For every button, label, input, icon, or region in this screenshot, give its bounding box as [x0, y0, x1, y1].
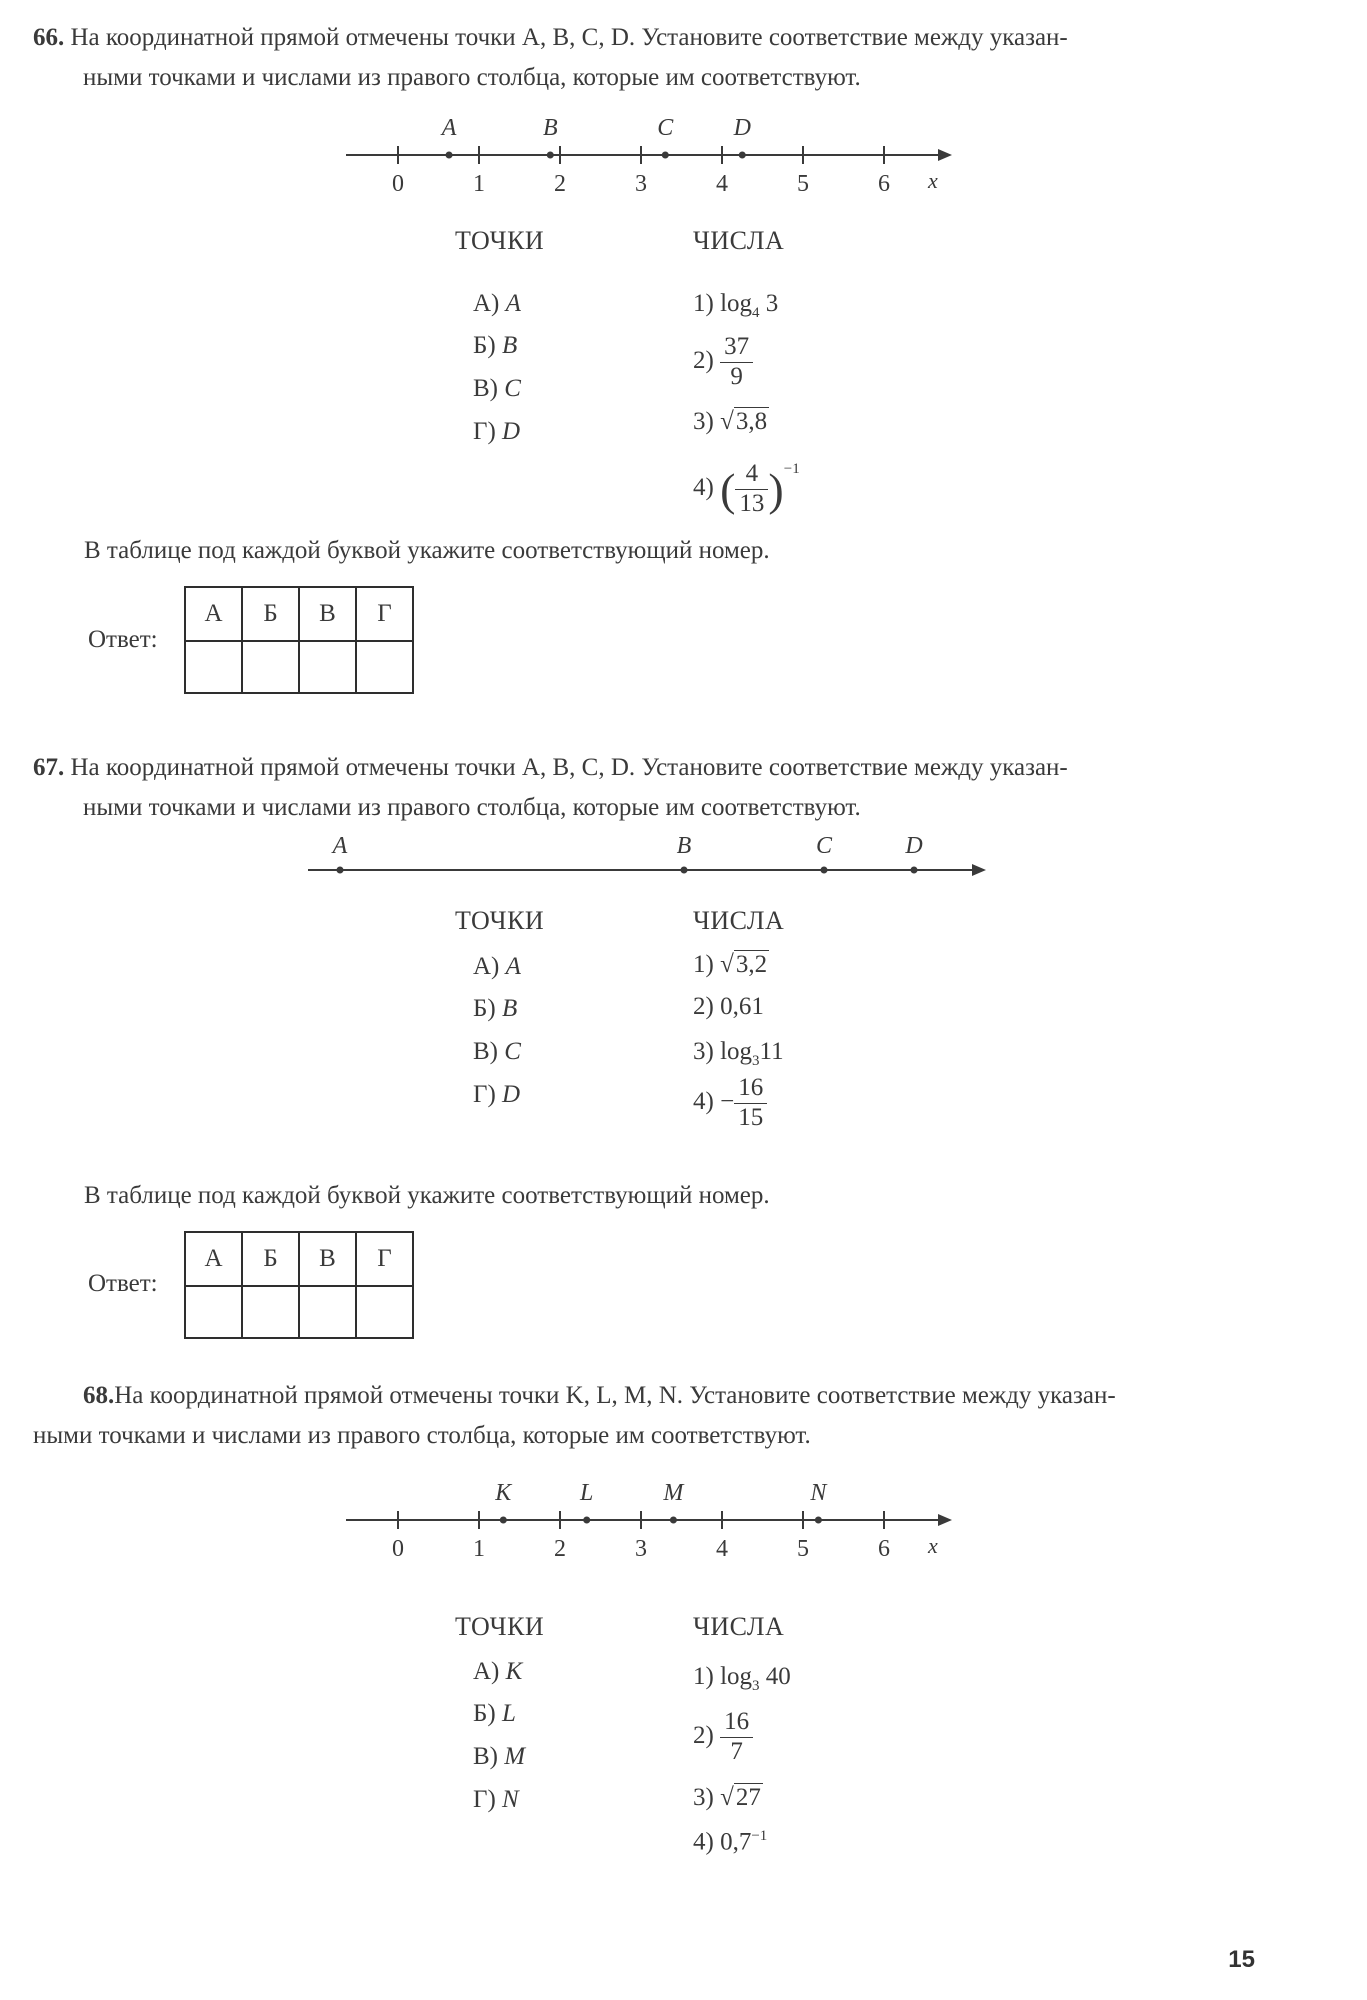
point-label: B: [676, 833, 692, 859]
point-label: B: [542, 115, 558, 141]
answer-header-g: Г: [356, 587, 413, 641]
tick-label: 2: [554, 171, 566, 197]
page-number: 15: [1228, 1946, 1255, 1973]
point-label: N: [810, 1480, 827, 1506]
number-option-3: 3) √3,8: [693, 408, 768, 435]
points-header: ТОЧКИ: [455, 1612, 545, 1641]
point-option-g: Г) D: [473, 1081, 521, 1108]
number-option-1: 1) √3,2: [693, 951, 768, 978]
tick-label: 0: [392, 171, 404, 197]
point-marker: [547, 152, 554, 159]
point-marker: [681, 867, 688, 874]
points-header: ТОЧКИ: [455, 226, 545, 255]
point-label: A: [441, 115, 457, 141]
answer-cell-b[interactable]: [242, 1286, 299, 1338]
answer-cell-a[interactable]: [185, 1286, 242, 1338]
tick-label: 3: [635, 1536, 647, 1562]
point-marker: [662, 152, 669, 159]
answer-header-g: Г: [356, 1232, 413, 1286]
answer-cell-g[interactable]: [356, 1286, 413, 1338]
number-line-67: [300, 830, 1000, 890]
answer-table-66: [184, 586, 414, 694]
answer-header-v: В: [299, 1232, 356, 1286]
point-option-g: Г) N: [473, 1786, 519, 1813]
answer-label: Ответ:: [88, 626, 158, 653]
answer-header-b: Б: [242, 587, 299, 641]
number-option-4: 4) $0,7^{-1}$: [693, 1828, 768, 1856]
answer-header-a: А: [185, 587, 242, 641]
axis-variable: x: [928, 1533, 938, 1558]
answer-table-67: [184, 1231, 414, 1339]
numbers-header: ЧИСЛА: [693, 226, 785, 255]
point-marker: [583, 1517, 590, 1524]
answer-header-v: В: [299, 587, 356, 641]
axis-variable: x: [928, 168, 938, 193]
task-number: 66.: [33, 24, 65, 51]
number-option-4: 4) ( $\frac{4}{13}$ )$^{-1}$: [693, 460, 800, 517]
task-text-line-2: ными точками и числами из правого столбца, которые им соответствуют.: [83, 64, 861, 91]
number-option-2: 2) 0,61: [693, 993, 764, 1020]
answer-cell-v[interactable]: [299, 641, 356, 693]
instruction-text: В таблице под каждой буквой укажите соответствующий номер.: [84, 537, 770, 564]
point-option-a: А) A: [473, 290, 521, 317]
point-marker: [911, 867, 918, 874]
axis-arrow: [972, 864, 986, 876]
axis-arrow: [938, 1514, 952, 1526]
answer-cell-g[interactable]: [356, 641, 413, 693]
points-header: ТОЧКИ: [455, 906, 545, 935]
task-text-line-2: ными точками и числами из правого столбца, которые им соответствуют.: [83, 794, 861, 821]
point-marker: [670, 1517, 677, 1524]
task-text-line-1: На координатной прямой отмечены точки K, L, M, N. Установите соответствие между указан-: [114, 1382, 1116, 1409]
point-option-a: А) K: [473, 1658, 523, 1685]
tick-label: 1: [473, 1536, 485, 1562]
tick-label: 5: [797, 1536, 809, 1562]
point-label: A: [332, 833, 348, 859]
tick-label: 3: [635, 171, 647, 197]
number-option-4: 4) − $\frac{16}{15}$: [693, 1074, 767, 1133]
task-text-line-2: ными точками и числами из правого столбца, которые им соответствуют.: [33, 1422, 811, 1449]
point-label: C: [657, 115, 674, 141]
number-option-2: 2) $\frac{16}{7}$: [693, 1708, 753, 1767]
tick-label: 4: [716, 171, 728, 197]
answer-label: Ответ:: [88, 1270, 158, 1297]
point-marker: [337, 867, 344, 874]
point-marker: [821, 867, 828, 874]
task-text-line-1: На координатной прямой отмечены точки A, B, C, D. Установите соответствие между указан-: [70, 754, 1068, 781]
tick-label: 0: [392, 1536, 404, 1562]
point-marker: [500, 1517, 507, 1524]
point-label: L: [580, 1480, 594, 1506]
tick-label: 5: [797, 171, 809, 197]
number-option-1: 1) $\log_4 3$: [693, 290, 779, 321]
point-label: K: [495, 1480, 512, 1506]
task-number: 68.: [83, 1382, 115, 1409]
point-option-v: В) M: [473, 1743, 526, 1770]
point-option-b: Б) B: [473, 332, 518, 359]
number-line-68: [340, 1470, 960, 1570]
point-option-b: Б) B: [473, 995, 518, 1022]
number-option-1: 1) $\log_3 40$: [693, 1663, 791, 1694]
axis-arrow: [938, 149, 952, 161]
point-option-v: В) C: [473, 375, 521, 402]
point-label: M: [663, 1480, 684, 1506]
task-text-line-1: На координатной прямой отмечены точки A, B, C, D. Установите соответствие между указан-: [70, 24, 1068, 51]
point-marker: [446, 152, 453, 159]
point-label: D: [733, 115, 751, 141]
instruction-text: В таблице под каждой буквой укажите соответствующий номер.: [84, 1182, 770, 1209]
number-option-2: 2) $\frac{37}{9}$: [693, 333, 753, 392]
number-option-3: 3) $\log_311$: [693, 1038, 784, 1069]
point-option-b: Б) L: [473, 1700, 516, 1727]
task-number: 67.: [33, 754, 65, 781]
tick-label: 6: [878, 171, 890, 197]
answer-cell-v[interactable]: [299, 1286, 356, 1338]
point-marker: [739, 152, 746, 159]
tick-label: 6: [878, 1536, 890, 1562]
point-marker: [815, 1517, 822, 1524]
answer-cell-b[interactable]: [242, 641, 299, 693]
tick-label: 1: [473, 171, 485, 197]
answer-header-a: А: [185, 1232, 242, 1286]
point-option-a: А) A: [473, 953, 521, 980]
point-option-v: В) C: [473, 1038, 521, 1065]
tick-label: 4: [716, 1536, 728, 1562]
point-option-g: Г) D: [473, 418, 521, 445]
numbers-header: ЧИСЛА: [693, 1612, 785, 1641]
answer-cell-a[interactable]: [185, 641, 242, 693]
tick-label: 2: [554, 1536, 566, 1562]
numbers-header: ЧИСЛА: [693, 906, 785, 935]
number-line-66: [340, 105, 960, 205]
point-label: C: [815, 833, 833, 859]
answer-header-b: Б: [242, 1232, 299, 1286]
number-option-3: 3) √27: [693, 1784, 761, 1811]
point-label: D: [905, 833, 923, 859]
